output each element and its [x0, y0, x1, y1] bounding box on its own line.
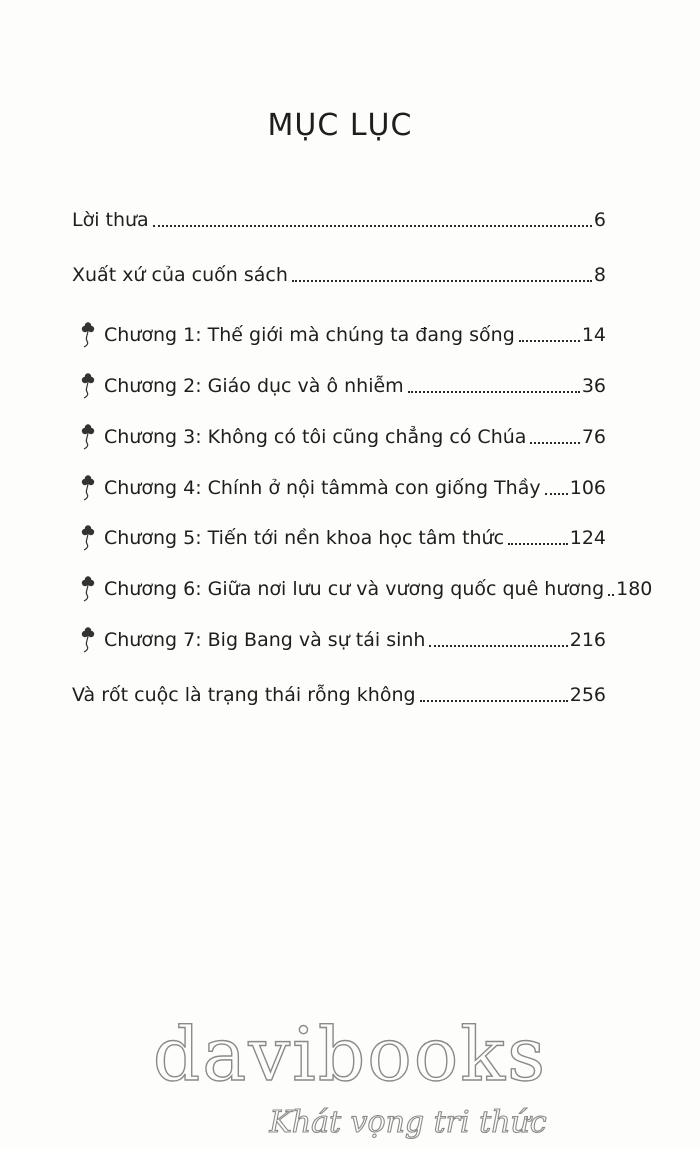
dot-leader: [519, 340, 580, 342]
leaf-ornament-icon: [78, 475, 98, 501]
leaf-ornament-icon: [78, 627, 98, 653]
entry-title: Chương 6: Giữa nơi lưu cư và vương quốc quê hương: [104, 578, 605, 600]
toc-entry-chapter-3[interactable]: [78, 424, 606, 450]
entry-title: Chương 4: Chính ở nội tâmmà con giống Thầy: [104, 477, 541, 499]
brand-watermark: [150, 1010, 550, 1140]
leaf-ornament-icon: [78, 576, 98, 602]
toc-entry-chapter-2[interactable]: [78, 373, 606, 399]
entry-title: Chương 7: Big Bang và sự tái sinh: [104, 629, 426, 651]
toc-entry-epilogue[interactable]: [72, 682, 606, 708]
dot-leader: [530, 442, 579, 444]
dot-leader: [545, 493, 568, 495]
page-number: 14: [581, 324, 606, 346]
dot-leader: [153, 225, 592, 227]
page-number: 256: [569, 684, 606, 706]
page-number: 216: [569, 629, 606, 651]
entry-title: Chương 2: Giáo dục và ô nhiễm: [104, 375, 404, 397]
dot-leader: [292, 280, 592, 282]
brand-name: davibooks: [152, 1012, 548, 1098]
toc-entry-origin[interactable]: [72, 262, 606, 288]
dot-leader: [408, 391, 580, 393]
page-number: 36: [581, 375, 606, 397]
entry-title: Xuất xứ của cuốn sách: [72, 264, 288, 286]
toc-entry-chapter-6[interactable]: [78, 576, 653, 602]
toc-entry-chapter-1[interactable]: [78, 322, 606, 348]
entry-title: Chương 3: Không có tôi cũng chẳng có Chúa: [104, 426, 527, 448]
entry-title: Chương 1: Thế giới mà chúng ta đang sống: [104, 324, 515, 346]
page-number: 76: [581, 426, 606, 448]
brand-tagline: Khát vọng tri thức: [269, 1105, 547, 1140]
leaf-ornament-icon: [78, 322, 98, 348]
page-number: 124: [569, 527, 606, 549]
toc-entry-chapter-4[interactable]: [78, 475, 606, 501]
leaf-ornament-icon: [78, 373, 98, 399]
entry-title: Và rốt cuộc là trạng thái rỗng không: [72, 684, 416, 706]
dot-leader: [420, 700, 568, 702]
page-number: 6: [593, 209, 606, 231]
page-title: MỤC LỤC: [267, 108, 413, 143]
dot-leader: [508, 543, 568, 545]
dot-leader: [429, 645, 567, 647]
toc-entry-chapter-7[interactable]: [78, 627, 606, 653]
page-number: 8: [593, 264, 606, 286]
entry-title: Lời thưa: [72, 209, 149, 231]
page-number: 106: [569, 477, 606, 499]
toc-entry-chapter-5[interactable]: [78, 525, 606, 551]
page-number: 180: [616, 578, 653, 600]
leaf-ornament-icon: [78, 424, 98, 450]
dot-leader: [608, 594, 614, 596]
toc-entry-preface[interactable]: [72, 207, 606, 233]
leaf-ornament-icon: [78, 525, 98, 551]
entry-title: Chương 5: Tiến tới nền khoa học tâm thức: [104, 527, 505, 549]
